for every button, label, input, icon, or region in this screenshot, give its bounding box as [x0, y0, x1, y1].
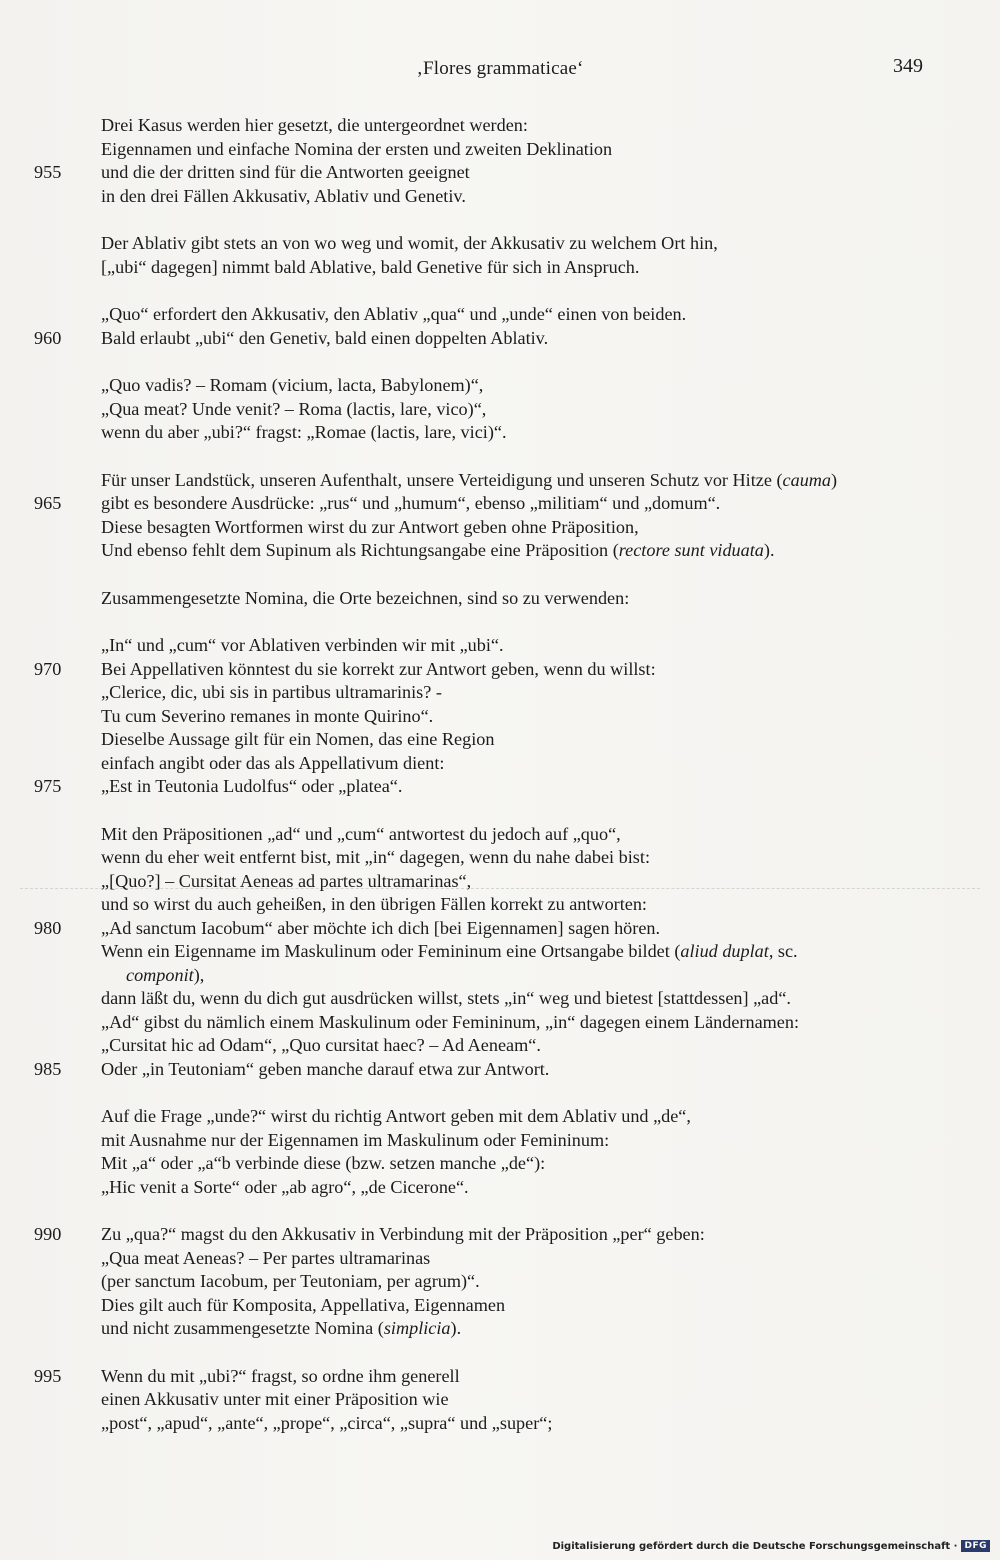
line-text-main: und nicht zusammengesetzte Nomina ( — [101, 1318, 384, 1338]
line-text-main: Wenn du mit „ubi?“ fragst, so ordne ihm generell — [101, 1365, 460, 1386]
line-text — [101, 1129, 609, 1153]
verse-number: 985 — [34, 1058, 62, 1079]
line-text — [101, 917, 660, 941]
text-line — [0, 445, 1000, 469]
line-text-main: Dieselbe Aussage gilt für ein Nomen, das eine Region — [101, 729, 495, 749]
line-text-main: in den drei Fällen Akkusativ, Ablativ und Genetiv. — [101, 185, 466, 206]
text-line — [0, 1247, 1000, 1271]
text-line — [0, 374, 1000, 398]
line-text-main: wenn du eher weit entfernt bist, mit „in“ dagegen, wenn du nahe dabei bist: — [101, 847, 650, 867]
line-text-main: „Est in Teutonia Ludolfus“ oder „platea“. — [101, 776, 403, 796]
line-text-main: Und ebenso fehlt dem Supinum als Richtungsangabe eine Präposition ( — [101, 540, 619, 560]
line-text — [101, 728, 494, 752]
line-text-main: mit Ausnahme nur der Eigennamen im Maskulinum oder Femininum: — [101, 1129, 610, 1150]
line-text-main: Mit „a“ oder „a“b verbinde diese (bzw. setzen manche „de“): — [101, 1153, 546, 1173]
line-text-main: Für unser Landstück, unseren Aufenthalt, unsere Verteidigung und unseren Schutz vor Hitze ( — [101, 469, 783, 490]
text-line — [0, 893, 1000, 917]
line-text — [101, 1365, 460, 1389]
line-text-main: Tu cum Severino remanes in monte Quirino“. — [101, 705, 434, 726]
line-text — [101, 303, 686, 327]
text-line — [0, 469, 1000, 493]
line-text-main: einen Akkusativ unter mit einer Präposition wie — [101, 1389, 449, 1409]
line-text-main: „Qua meat Aeneas? – Per partes ultramarinas — [101, 1247, 431, 1268]
line-text — [101, 398, 486, 422]
line-text — [101, 893, 647, 917]
line-text-main: „Hic venit a Sorte“ oder „ab agro“, „de Cicerone“. — [101, 1176, 469, 1197]
text-line — [0, 1223, 1000, 1247]
text-line — [0, 658, 1000, 682]
text-line — [0, 940, 1000, 964]
line-text-main: „[Quo?] – Cursitat Aeneas ad partes ultramarinas“, — [101, 870, 472, 891]
text-line — [0, 681, 1000, 705]
text-line — [0, 492, 1000, 516]
line-text — [101, 752, 444, 776]
text-line — [0, 1388, 1000, 1412]
text-line — [0, 303, 1000, 327]
text-line — [0, 1081, 1000, 1105]
line-text-after: , sc. — [768, 941, 798, 961]
verse-number: 970 — [34, 658, 62, 679]
line-text — [101, 846, 650, 870]
text-line — [0, 232, 1000, 256]
line-text-main: Der Ablativ gibt stets an von wo weg und womit, der Akkusativ zu welchem Ort hin, — [101, 233, 718, 253]
line-text — [101, 185, 466, 209]
line-text — [101, 469, 837, 493]
line-text-main: Bald erlaubt „ubi“ den Genetiv, bald einen doppelten Ablativ. — [101, 327, 549, 348]
line-text — [101, 516, 639, 540]
line-text-main: „Ad sanctum Iacobum“ aber möchte ich dich [bei Eigennamen] sagen hören. — [101, 917, 661, 938]
text-line — [0, 1034, 1000, 1058]
line-text — [101, 1152, 545, 1176]
line-text — [101, 256, 639, 280]
line-text — [101, 705, 433, 729]
line-text-main: (per sanctum Iacobum, per Teutoniam, per agrum)“. — [101, 1271, 480, 1291]
line-text — [101, 1034, 541, 1058]
line-text — [101, 539, 775, 563]
footer — [552, 1540, 990, 1552]
text-body — [0, 114, 1000, 1435]
verse-number: 955 — [34, 162, 62, 182]
line-text — [101, 587, 629, 611]
text-line — [0, 1199, 1000, 1223]
line-text-italic: aliud duplat — [680, 941, 769, 961]
line-text-main: Bei Appellativen könntest du sie korrekt zur Antwort geben, wenn du willst: — [101, 658, 656, 679]
line-text-main: und so wirst du auch geheißen, in den übrigen Fällen korrekt zu antworten: — [101, 894, 647, 914]
text-line — [0, 161, 1000, 185]
line-text-after: ). — [450, 1318, 462, 1338]
line-text-main: „Clerice, dic, ubi sis in partibus ultramarinis? - — [101, 682, 442, 702]
line-text — [101, 1247, 430, 1271]
text-line — [0, 587, 1000, 611]
text-line — [0, 823, 1000, 847]
line-text — [101, 1105, 691, 1129]
line-text-main: Zusammengesetzte Nomina, die Orte bezeichnen, sind so zu verwenden: — [101, 587, 630, 608]
line-text-main: wenn du aber „ubi?“ fragst: „Romae (lactis, lare, vici)“. — [101, 422, 507, 442]
text-line — [0, 563, 1000, 587]
text-line — [0, 138, 1000, 162]
text-line — [0, 775, 1000, 799]
text-line — [0, 1176, 1000, 1200]
line-text-italic: componit — [126, 964, 194, 985]
text-line — [0, 350, 1000, 374]
text-line — [0, 185, 1000, 209]
line-text — [101, 374, 483, 398]
text-line — [0, 1058, 1000, 1082]
line-text-main: Wenn ein Eigenname im Maskulinum oder Femininum eine Ortsangabe bildet ( — [101, 941, 681, 961]
verse-number: 990 — [34, 1224, 62, 1244]
text-line — [0, 634, 1000, 658]
line-text — [101, 1294, 505, 1318]
text-line — [0, 327, 1000, 351]
line-text-main: Mit den Präpositionen „ad“ und „cum“ antwortest du jedoch auf „quo“, — [101, 823, 621, 844]
line-text-main: Dies gilt auch für Komposita, Appellativa, Eigennamen — [101, 1294, 506, 1315]
text-line — [0, 1105, 1000, 1129]
text-line — [0, 114, 1000, 138]
line-text-main: Auf die Frage „unde?“ wirst du richtig Antwort geben mit dem Ablativ und „de“, — [101, 1106, 691, 1126]
line-text-main: „Quo vadis? – Romam (vicium, lacta, Babylonem)“, — [101, 375, 484, 395]
text-line — [0, 705, 1000, 729]
text-line — [0, 1365, 1000, 1389]
line-text-main: „Qua meat? Unde venit? – Roma (lactis, lare, vico)“, — [101, 398, 487, 419]
line-text-main: Oder „in Teutoniam“ geben manche darauf etwa zur Antwort. — [101, 1058, 550, 1079]
line-text-after: ). — [763, 540, 775, 560]
line-text-main: Eigennamen und einfache Nomina der ersten und zweiten Deklination — [101, 138, 613, 159]
line-text — [101, 823, 621, 847]
line-text — [101, 1270, 480, 1294]
line-text-main: Diese besagten Wortformen wirst du zur Antwort geben ohne Präposition, — [101, 516, 639, 537]
text-line — [0, 799, 1000, 823]
text-line — [0, 1341, 1000, 1365]
text-line — [0, 539, 1000, 563]
line-text-main: [„ubi“ dagegen] nimmt bald Ablative, bald Genetive für sich in Anspruch. — [101, 256, 640, 277]
line-text-main: Zu „qua?“ magst du den Akkusativ in Verbindung mit der Präposition „per“ geben: — [101, 1224, 705, 1244]
text-line — [0, 987, 1000, 1011]
line-text-main: „Cursitat hic ad Odam“, „Quo cursitat haec? – Ad Aeneam“. — [101, 1035, 541, 1055]
text-line — [0, 752, 1000, 776]
page-number: 349 — [893, 55, 923, 77]
line-text — [101, 1223, 705, 1247]
text-line — [0, 846, 1000, 870]
line-text-main: „post“, „apud“, „ante“, „prope“, „circa“, „supra“ und „super“; — [101, 1412, 553, 1433]
text-line — [0, 1412, 1000, 1436]
line-text — [101, 1412, 552, 1436]
line-text — [101, 138, 612, 162]
verse-number: 995 — [34, 1365, 62, 1386]
text-line — [0, 610, 1000, 634]
text-line — [0, 1317, 1000, 1341]
text-line — [0, 917, 1000, 941]
line-text — [101, 492, 720, 516]
line-text-main: Drei Kasus werden hier gesetzt, die untergeordnet werden: — [101, 115, 528, 135]
text-line — [0, 421, 1000, 445]
line-text — [101, 327, 548, 351]
line-text — [101, 681, 442, 705]
line-text — [101, 232, 718, 256]
line-text — [101, 1011, 799, 1035]
verse-number: 980 — [34, 917, 62, 938]
line-text-main: einfach angibt oder das als Appellativum dient: — [101, 752, 445, 773]
line-text-main: „In“ und „cum“ vor Ablativen verbinden wir mit „ubi“. — [101, 635, 504, 655]
text-line — [0, 398, 1000, 422]
line-text-main: gibt es besondere Ausdrücke: „rus“ und „humum“, ebenso „militiam“ und „domum“. — [101, 493, 721, 513]
line-text-main: und die der dritten sind für die Antworten geeignet — [101, 162, 470, 182]
text-line — [0, 208, 1000, 232]
text-line — [0, 1129, 1000, 1153]
line-text-main: „Ad“ gibst du nämlich einem Maskulinum oder Femininum, „in“ dagegen einem Ländernamen: — [101, 1011, 800, 1032]
text-line — [0, 728, 1000, 752]
line-text-italic: rectore sunt viduata — [618, 540, 764, 560]
text-line — [0, 1270, 1000, 1294]
line-text — [101, 1058, 549, 1082]
line-text — [101, 1317, 461, 1341]
line-text — [101, 987, 791, 1011]
verse-number: 975 — [34, 776, 62, 796]
line-text — [101, 1176, 469, 1200]
line-text-italic: cauma — [782, 469, 832, 490]
line-text — [126, 964, 204, 988]
line-text-main: dann läßt du, wenn du dich gut ausdrücken willst, stets „in“ weg und bietest [stattdessen] „ad“. — [101, 988, 791, 1008]
line-text-italic: simplicia — [383, 1318, 451, 1338]
line-text — [101, 114, 528, 138]
footer-credit: Digitalisierung gefördert durch die Deutsche Forschungsgemeinschaft · — [552, 1540, 958, 1552]
text-line — [0, 279, 1000, 303]
text-line — [0, 516, 1000, 540]
text-line — [0, 256, 1000, 280]
line-text-main: „Quo“ erfordert den Akkusativ, den Ablativ „qua“ und „unde“ einen von beiden. — [101, 304, 687, 324]
running-title: ‚Flores grammaticae‘ — [416, 58, 584, 79]
line-text — [101, 1388, 449, 1412]
line-text — [101, 161, 470, 185]
line-text — [101, 658, 656, 682]
text-line — [0, 870, 1000, 894]
text-line — [0, 1294, 1000, 1318]
text-line — [0, 1152, 1000, 1176]
verse-number: 960 — [34, 327, 62, 348]
line-text — [101, 775, 402, 799]
dfg-logo: DFG — [961, 1540, 990, 1552]
text-line — [0, 964, 1000, 988]
verse-number: 965 — [34, 493, 62, 513]
line-text — [101, 634, 504, 658]
text-line — [0, 1011, 1000, 1035]
line-text — [101, 421, 507, 445]
line-text — [101, 940, 798, 964]
line-text-after: ) — [831, 469, 838, 490]
line-text-after: ), — [193, 964, 205, 985]
line-text — [101, 870, 471, 894]
running-head — [0, 55, 1000, 84]
